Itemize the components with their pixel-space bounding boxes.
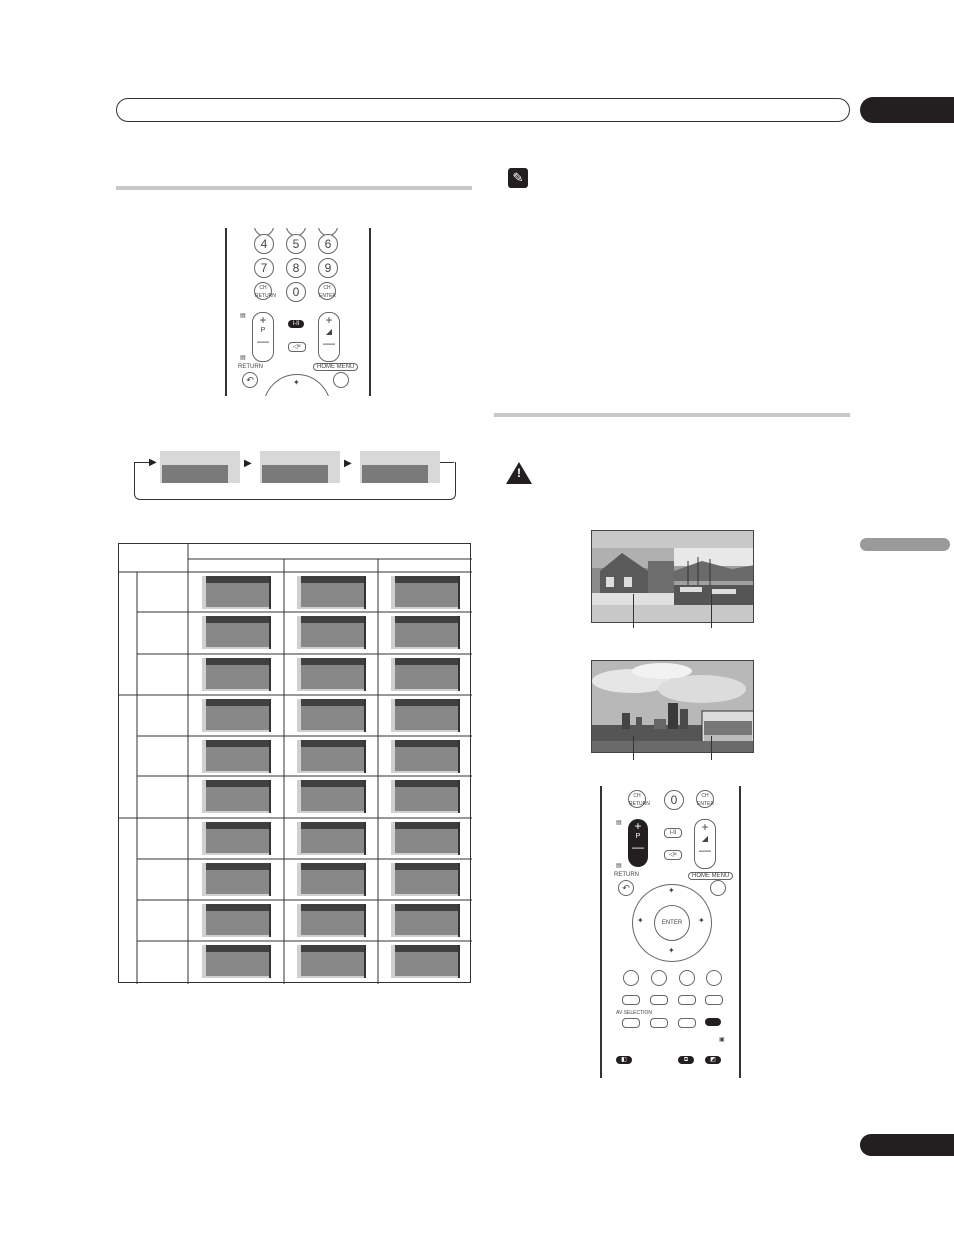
table-thumbnail xyxy=(297,699,364,732)
table-thumbnail xyxy=(297,576,364,609)
arrow-right-icon: ▶ xyxy=(344,458,352,469)
thumbnail-part xyxy=(364,576,366,609)
swap-button: ⧉ xyxy=(678,1056,694,1064)
cycle-loop-line xyxy=(134,462,456,500)
thumbnail-part xyxy=(458,904,460,937)
thumbnail-part xyxy=(364,863,366,896)
thumbnail-part xyxy=(458,822,460,855)
table-thumbnail xyxy=(297,904,364,937)
freeze-icon: ▣ xyxy=(719,1037,725,1043)
thumbnail-part xyxy=(301,706,364,730)
thumbnail-part xyxy=(458,658,460,691)
thumbnail-part xyxy=(206,583,269,607)
thumbnail-part xyxy=(301,829,364,853)
thumbnail-part xyxy=(395,911,458,935)
thumbnail-part xyxy=(301,863,364,870)
thumbnail-part xyxy=(364,945,366,978)
thumbnail-part xyxy=(301,747,364,771)
volume-rocker xyxy=(694,819,716,869)
teletext-icon: ▤ xyxy=(240,313,246,319)
table-thumbnail xyxy=(391,658,458,691)
program-rocker xyxy=(628,819,648,867)
thumbnail-part xyxy=(269,863,271,896)
thumbnail-part xyxy=(206,576,269,583)
i-ii-button: I-II xyxy=(288,320,304,328)
home-menu-button xyxy=(710,880,726,896)
thumbnail-part xyxy=(301,822,364,829)
up-arrow-icon: ✦ xyxy=(293,378,300,387)
yellow-button xyxy=(679,970,695,986)
remote-control-illustration-bottom xyxy=(600,786,741,1078)
thumbnail-part xyxy=(301,787,364,811)
key-9: 9 xyxy=(318,258,338,278)
callout-line-main xyxy=(633,736,634,760)
callout-line-left xyxy=(633,594,634,628)
thumbnail-part xyxy=(458,945,460,978)
home-menu-label: HOME MENU xyxy=(688,872,733,880)
table-thumbnail xyxy=(202,780,269,813)
subpage-icon: ▤ xyxy=(240,355,246,361)
plus-label: + xyxy=(634,819,642,833)
loop-exit-line xyxy=(440,462,454,463)
table-thumbnail xyxy=(391,822,458,855)
red-button xyxy=(623,970,639,986)
table-thumbnail xyxy=(391,780,458,813)
thumbnail-part xyxy=(395,740,458,747)
thumbnail-part xyxy=(301,870,364,894)
remote-control-illustration-top xyxy=(225,228,371,396)
thumbnail-part xyxy=(301,911,364,935)
thumbnail-part xyxy=(458,616,460,649)
table-thumbnail xyxy=(297,945,364,978)
vol-minus-label: — xyxy=(323,336,335,350)
thumbnail-part xyxy=(395,665,458,689)
thumbnail-part xyxy=(395,787,458,811)
table-thumbnail xyxy=(297,616,364,649)
thumbnail-part xyxy=(269,699,271,732)
return-icon: ↶ xyxy=(242,372,258,388)
table-thumbnail xyxy=(297,780,364,813)
callout-line-right xyxy=(711,594,712,628)
green-button xyxy=(651,970,667,986)
thumbnail-part xyxy=(301,583,364,607)
thumbnail-part xyxy=(269,822,271,855)
thumbnail-part xyxy=(395,623,458,647)
mute-button: ◁× xyxy=(288,342,306,352)
teletext-mode-button xyxy=(622,995,640,1005)
up-arrow-icon: ✦ xyxy=(668,886,675,895)
volume-icon: ◢ xyxy=(325,327,333,336)
thumbnail-part xyxy=(206,623,269,647)
key-0: 0 xyxy=(664,790,684,810)
program-rocker xyxy=(252,312,274,362)
thumbnail-part xyxy=(458,740,460,773)
table-thumbnail xyxy=(202,822,269,855)
hold-button xyxy=(678,995,696,1005)
table-thumbnail xyxy=(202,740,269,773)
thumbnail-part xyxy=(458,780,460,813)
thumbnail-part xyxy=(395,945,458,952)
thumbnail-part xyxy=(395,576,458,583)
thumbnail-part xyxy=(301,658,364,665)
thumbnail-part xyxy=(395,699,458,706)
thumbnail-part xyxy=(301,740,364,747)
thumbnail-part xyxy=(364,780,366,813)
thumbnail-part xyxy=(206,699,269,706)
arrow-right-icon: ▶ xyxy=(149,457,157,468)
enter-button: ENTER xyxy=(654,905,690,941)
thumbnail-part xyxy=(206,829,269,853)
thumbnail-part xyxy=(269,616,271,649)
thumbnail-part xyxy=(301,952,364,976)
section-rule-left xyxy=(116,186,472,190)
key-4: 4 xyxy=(254,234,274,254)
table-thumbnail xyxy=(202,945,269,978)
index-button xyxy=(705,995,723,1005)
minus-label: — xyxy=(257,334,269,348)
key-0: 0 xyxy=(286,282,306,302)
plus-label: + xyxy=(259,313,267,327)
screen-format-table xyxy=(118,543,471,983)
home-menu-button xyxy=(333,372,349,388)
thumbnail-part xyxy=(364,822,366,855)
thumbnail-part xyxy=(269,658,271,691)
mute-button: ◁× xyxy=(664,850,682,860)
thumbnail-part xyxy=(364,699,366,732)
thumbnail-part xyxy=(206,658,269,665)
table-thumbnail xyxy=(391,945,458,978)
home-menu-label: HOME MENU xyxy=(313,363,358,371)
thumbnail-part xyxy=(301,945,364,952)
thumbnail-part xyxy=(206,787,269,811)
ch-return-button: CH RETURN xyxy=(254,282,272,300)
thumbnail-part xyxy=(301,699,364,706)
table-thumbnail xyxy=(391,904,458,937)
return-icon: ↶ xyxy=(618,880,634,896)
key-8: 8 xyxy=(286,258,306,278)
return-label: RETURN xyxy=(238,364,263,370)
table-thumbnail xyxy=(202,904,269,937)
thumbnail-part xyxy=(458,863,460,896)
split-screen-photo xyxy=(591,530,754,623)
split-button xyxy=(678,1018,696,1028)
key-6: 6 xyxy=(318,234,338,254)
thumbnail-part xyxy=(206,740,269,747)
language-side-tab xyxy=(860,538,950,551)
chapter-header-bar xyxy=(116,98,850,122)
thumbnail-part xyxy=(206,904,269,911)
table-thumbnail xyxy=(297,658,364,691)
callout-line-sub xyxy=(711,736,712,760)
table-thumbnail xyxy=(297,822,364,855)
thumbnail-part xyxy=(206,911,269,935)
table-thumbnail xyxy=(202,863,269,896)
thumbnail-part xyxy=(301,576,364,583)
sub-picture-button: ◩ xyxy=(705,1056,721,1064)
p-label: P xyxy=(635,833,641,840)
arrow-right-icon: ▶ xyxy=(244,458,252,469)
thumbnail-part xyxy=(395,583,458,607)
surround-button xyxy=(650,1018,668,1028)
reveal-button xyxy=(650,995,668,1005)
av-selection-label: AV SELECTION xyxy=(616,1010,653,1016)
table-thumbnail xyxy=(391,616,458,649)
thumbnail-part xyxy=(269,740,271,773)
left-arrow-icon: ✦ xyxy=(637,916,644,925)
thumbnail-part xyxy=(269,576,271,609)
p-label: P xyxy=(260,327,266,334)
blue-button xyxy=(706,970,722,986)
thumbnail-part xyxy=(269,904,271,937)
ch-return-button: CH RETURN xyxy=(628,790,646,808)
volume-rocker xyxy=(318,312,340,362)
key-5: 5 xyxy=(286,234,306,254)
thumbnail-part xyxy=(364,740,366,773)
exclamation-mark: ! xyxy=(517,466,521,480)
thumbnail-part xyxy=(206,747,269,771)
thumbnail-part xyxy=(395,952,458,976)
thumbnail-part xyxy=(395,822,458,829)
thumbnail-part xyxy=(458,576,460,609)
thumbnail-part xyxy=(206,945,269,952)
thumbnail-part xyxy=(364,904,366,937)
thumbnail-part xyxy=(395,780,458,787)
screen-size-button: ◧ xyxy=(616,1056,632,1064)
table-thumbnail xyxy=(297,863,364,896)
table-thumbnail xyxy=(391,740,458,773)
thumbnail-part xyxy=(269,945,271,978)
return-label: RETURN xyxy=(614,872,639,878)
thumbnail-part xyxy=(206,780,269,787)
section-rule-right xyxy=(494,413,850,417)
thumbnail-part xyxy=(206,665,269,689)
thumbnail-part xyxy=(206,706,269,730)
table-thumbnail xyxy=(391,699,458,732)
table-thumbnail xyxy=(202,576,269,609)
thumbnail-part xyxy=(395,616,458,623)
minus-label: — xyxy=(632,840,644,854)
thumbnail-part xyxy=(364,616,366,649)
thumbnail-part xyxy=(458,699,460,732)
thumbnail-part xyxy=(301,616,364,623)
thumbnail-part xyxy=(395,829,458,853)
down-arrow-icon: ✦ xyxy=(668,946,675,955)
picture-in-picture-photo xyxy=(591,660,754,753)
thumbnail-part xyxy=(395,658,458,665)
right-arrow-icon: ✦ xyxy=(698,916,705,925)
pip-image xyxy=(592,661,754,753)
vol-minus-label: — xyxy=(699,843,711,857)
thumbnail-part xyxy=(206,822,269,829)
thumbnail-part xyxy=(206,952,269,976)
vol-plus-label: + xyxy=(325,313,333,327)
thumbnail-part xyxy=(206,863,269,870)
key-7: 7 xyxy=(254,258,274,278)
thumbnail-part xyxy=(206,870,269,894)
thumbnail-part xyxy=(301,780,364,787)
thumbnail-part xyxy=(269,780,271,813)
table-thumbnail xyxy=(202,699,269,732)
thumbnail-part xyxy=(301,665,364,689)
teletext-icon: ▤ xyxy=(616,820,622,826)
thumbnail-part xyxy=(395,706,458,730)
thumbnail-part xyxy=(395,863,458,870)
table-thumbnail xyxy=(202,658,269,691)
av-selection-button xyxy=(622,1018,640,1028)
subpage-icon: ▤ xyxy=(616,863,622,869)
table-thumbnail xyxy=(202,616,269,649)
thumbnail-part xyxy=(395,904,458,911)
i-ii-button: I-II xyxy=(664,828,682,838)
chapter-number-tab xyxy=(860,97,954,123)
thumbnail-part xyxy=(206,616,269,623)
pencil-icon: ✎ xyxy=(508,168,528,188)
page-number-tab xyxy=(860,1134,954,1156)
thumbnail-part xyxy=(395,870,458,894)
ch-enter-button: CH ENTER xyxy=(318,282,336,300)
table-thumbnail xyxy=(391,576,458,609)
thumbnail-part xyxy=(395,747,458,771)
thumbnail-part xyxy=(364,658,366,691)
ch-enter-button: CH ENTER xyxy=(696,790,714,808)
thumbnail-part xyxy=(301,904,364,911)
table-thumbnail xyxy=(391,863,458,896)
table-thumbnail xyxy=(297,740,364,773)
split-screen-image xyxy=(592,531,754,623)
vol-plus-label: + xyxy=(701,820,709,834)
pip-button xyxy=(705,1018,721,1026)
volume-icon: ◢ xyxy=(701,834,709,843)
thumbnail-part xyxy=(301,623,364,647)
